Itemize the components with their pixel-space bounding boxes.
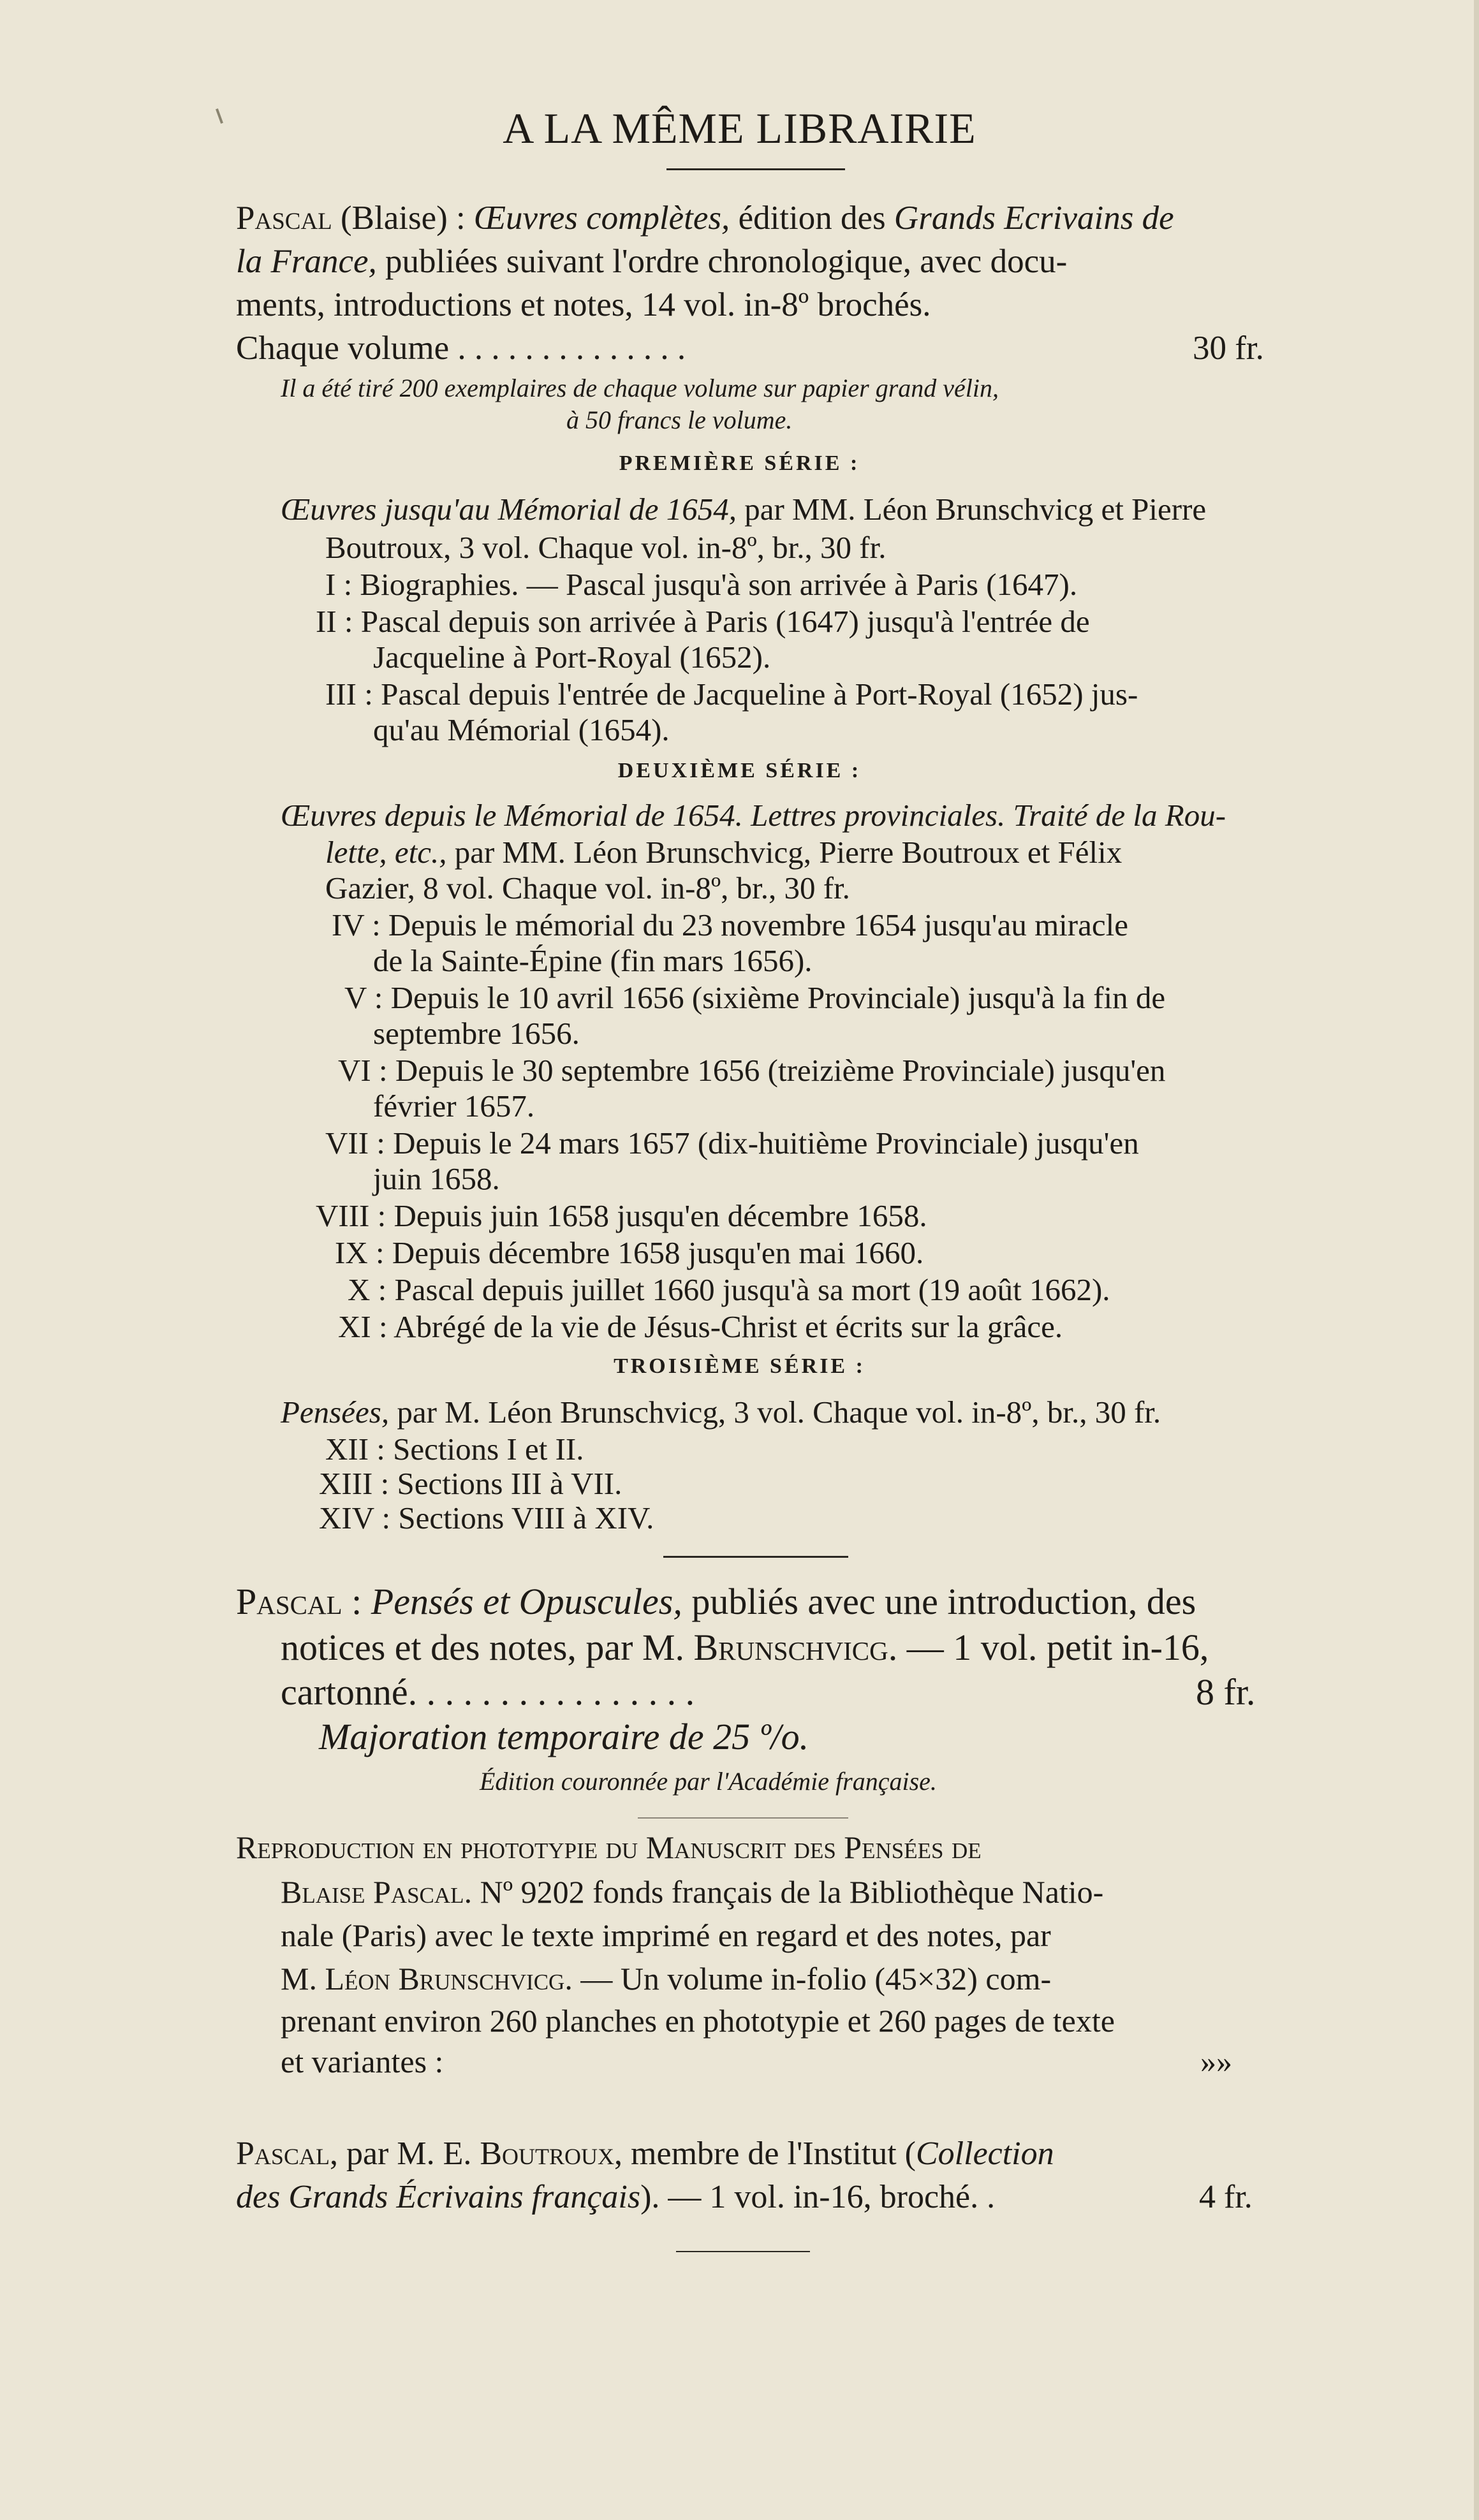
entry1-line1-rest: édition des [730, 200, 894, 237]
entry2-line1 [236, 1580, 1196, 1623]
volume-6-a: VI : Depuis le 30 septembre 1656 (treizième Provinciale) jusqu'en [338, 1053, 1166, 1088]
entry4-editor: Boutroux [480, 2135, 615, 2172]
entry2-editor: Brunschvicg [693, 1627, 888, 1668]
entry1-author-rest: (Blaise) : [332, 200, 475, 237]
series2-heading: DEUXIÈME SÉRIE : [617, 759, 862, 782]
entry1-line1 [236, 199, 1174, 237]
entry3-editor: Léon Brunschvicg [325, 1961, 565, 1996]
entry1-line2-italic: la France, [236, 243, 377, 280]
entry2-price: 8 fr. [1196, 1671, 1256, 1713]
series2-line2 [325, 834, 1122, 870]
series3-line1-italic: Pensées, [281, 1395, 390, 1430]
series3-line1-rest: par M. Léon Brunschvicg, 3 vol. Chaque vol. in-8º, br., 30 fr. [389, 1395, 1161, 1430]
entry3-line1 [236, 1829, 982, 1866]
entry2-line1-rest: publiés avec une introduction, des [682, 1581, 1196, 1622]
entry3-line3: nale (Paris) avec le texte imprimé en regard et des notes, par [281, 1917, 1051, 1953]
series3-heading: TROISIÈME SÉRIE : [614, 1354, 865, 1378]
volume-5-a: V : Depuis le 10 avril 1656 (sixième Provinciale) jusqu'à la fin de [344, 980, 1166, 1015]
series1-line1 [281, 491, 1206, 527]
entry4-line2-rest: ). — 1 vol. in-16, broché. . [640, 2179, 996, 2215]
entry1-note-2: à 50 francs le volume. [566, 406, 793, 434]
series2-line2-italic: lette, etc., [325, 835, 447, 870]
series2-line2-rest: par MM. Léon Brunschvicg, Pierre Boutroux et Félix [446, 835, 1122, 870]
volume-4-a: IV : Depuis le mémorial du 23 novembre 1654 jusqu'au miracle [332, 907, 1128, 942]
entry2-line2-a: notices et des notes, par M. [281, 1627, 694, 1668]
entry2-note-2: Édition couronnée par l'Académie française. [480, 1767, 937, 1796]
volume-9: IX : Depuis décembre 1658 jusqu'en mai 1660. [335, 1235, 924, 1270]
entry1-line1-italic: Grands Ecrivains de [894, 200, 1174, 237]
entry3-line5: prenant environ 260 planches en phototypie et 260 pages de texte [281, 2003, 1115, 2039]
series3-line1 [281, 1394, 1161, 1430]
series2-line3: Gazier, 8 vol. Chaque vol. in-8º, br., 30 fr. [325, 870, 850, 905]
volume-10: X : Pascal depuis juillet 1660 jusqu'à sa mort (19 août 1662). [348, 1272, 1110, 1307]
entry1-line2 [236, 242, 1067, 281]
entry4-line1-rest: , membre de l'Institut ( [614, 2135, 916, 2172]
volume-6-b: février 1657. [373, 1088, 535, 1124]
volume-7-a: VII : Depuis le 24 mars 1657 (dix-huitième Provinciale) jusqu'en [325, 1125, 1139, 1161]
volume-7-b: juin 1658. [373, 1161, 500, 1196]
separator-rule-2 [638, 1817, 848, 1819]
entry1-note-1: Il a été tiré 200 exemplaires de chaque volume sur papier grand vélin, [281, 374, 999, 402]
entry2-work: Pensés et Opuscules, [371, 1581, 682, 1622]
page-title: A LA MÊME LIBRAIRIE [503, 104, 976, 152]
title-rule [666, 168, 845, 170]
entry1-price: 30 fr. [1193, 330, 1264, 367]
volume-8: VIII : Depuis juin 1658 jusqu'en décembre 1658. [316, 1198, 927, 1233]
volume-1: I : Biographies. — Pascal jusqu'à son arrivée à Paris (1647). [325, 567, 1078, 602]
volume-12: XII : Sections I et II. [325, 1432, 584, 1467]
separator-rule-3 [676, 2251, 810, 2252]
entry1-author: Pascal [236, 200, 332, 237]
volume-11: XI : Abrégé de la vie de Jésus-Christ et écrits sur la grâce. [338, 1309, 1063, 1344]
volume-13: XIII : Sections III à VII. [319, 1466, 622, 1501]
entry1-line2-rest: publiées suivant l'ordre chronologique, avec docu- [376, 243, 1068, 280]
entry3-author: Blaise Pascal [281, 1874, 464, 1910]
entry2-author: Pascal [236, 1581, 342, 1622]
separator-rule-1 [663, 1556, 848, 1558]
entry1-work: Œuvres complètes, [474, 200, 730, 237]
entry4-collection: des Grands Écrivains français [236, 2179, 641, 2215]
entry3-line6-label: et variantes : [281, 2044, 444, 2079]
entry2-line3-label: cartonné. . . . . . . . . . . . . . . . [281, 1671, 695, 1713]
entry1-line3: ments, introductions et notes, 14 vol. in-8º brochés. [236, 286, 931, 323]
entry4-line2 [236, 2178, 995, 2216]
entry3-line2 [281, 1873, 1103, 1910]
entry4-price: 4 fr. [1199, 2179, 1253, 2215]
entry1-line4-label: Chaque volume . . . . . . . . . . . . . . [236, 330, 686, 367]
entry4-author: Pascal [236, 2135, 330, 2172]
series1-line2: Boutroux, 3 vol. Chaque vol. in-8º, br., 30 fr. [325, 530, 887, 565]
entry3-price: »» [1200, 2044, 1232, 2079]
series2-line1: Œuvres depuis le Mémorial de 1654. Lettres provinciales. Traité de la Rou- [281, 798, 1226, 833]
volume-14: XIV : Sections VIII à XIV. [319, 1500, 654, 1535]
entry4-line1-italic: Collection [915, 2135, 1054, 2172]
entry2-line2-b: . — 1 vol. petit in-16, [888, 1627, 1209, 1668]
entry3-title: Reproduction en phototypie du Manuscrit des Pensées de [236, 1829, 982, 1865]
entry3-line2-rest: . Nº 9202 fonds français de la Bibliothèque Natio- [464, 1874, 1104, 1910]
series1-heading: PREMIÈRE SÉRIE : [619, 451, 860, 475]
series1-line1-rest: par MM. Léon Brunschvicg et Pierre [736, 492, 1207, 527]
volume-3-a: III : Pascal depuis l'entrée de Jacqueline à Port-Royal (1652) jus- [325, 677, 1138, 712]
entry2-sep: : [342, 1581, 371, 1622]
volume-4-b: de la Sainte-Épine (fin mars 1656). [373, 943, 813, 978]
entry3-line4-a: M. [281, 1961, 325, 1996]
entry3-line4-rest: . — Un volume in-folio (45×32) com- [564, 1961, 1052, 1996]
entry2-line2 [281, 1626, 1209, 1669]
volume-2-b: Jacqueline à Port-Royal (1652). [373, 640, 771, 675]
page-edge [1474, 0, 1479, 2520]
volume-3-b: qu'au Mémorial (1654). [373, 712, 670, 747]
entry3-line4 [281, 1960, 1051, 1997]
entry2-note-1: Majoration temporaire de 25 º/o. [319, 1716, 809, 1757]
series1-line1-italic: Œuvres jusqu'au Mémorial de 1654, [281, 492, 737, 527]
entry4-line1-a: , par M. E. [329, 2135, 480, 2172]
volume-2-a: II : Pascal depuis son arrivée à Paris (1647) jusqu'à l'entrée de [316, 604, 1090, 639]
entry4-line1 [236, 2135, 1054, 2172]
volume-5-b: septembre 1656. [373, 1016, 580, 1051]
